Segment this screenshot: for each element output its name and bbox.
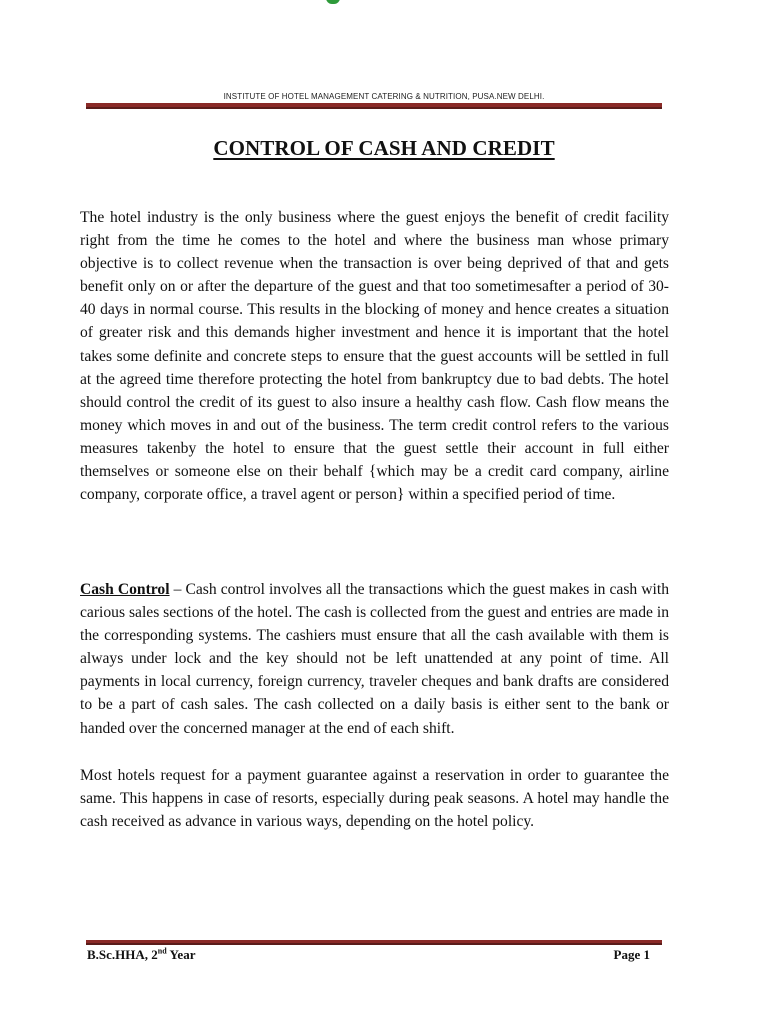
page-title: CONTROL OF CASH AND CREDIT <box>213 136 555 160</box>
cash-control-heading: Cash Control <box>80 581 170 598</box>
intro-paragraph: The hotel industry is the only business where the guest enjoys the benefit of credit facility right from the time he comes to the hotel and where the business man whose primary objective is to collect revenue when the transaction is over being deprived of that and gets benefit only on or after the departure of the guest and that too sometimesafter a period of 30-40 days in normal course. This results in the blocking of money and hence creates a situation of greater risk and this demands higher investment and hence it is important that the hotel takes some definite and concrete steps to ensure that the guest accounts will be settled in full at the agreed time therefore protecting the hotel from bankruptcy due to bad debts. The hotel should control the credit of its guest to also insure a healthy cash flow. Cash flow means the money which moves in and out of the business. The term credit control refers to the various measures takenby the hotel to ensure that the guest settle their account in full either themselves or someone else on their behalf {which may be a credit card company, airline company, corporate office, a travel agent or person} within a specified period of time. <box>80 209 669 504</box>
footer-course-text: B.Sc.HHA, 2 <box>87 947 158 962</box>
header-rule <box>86 103 662 107</box>
institute-header: INSTITUTE OF HOTEL MANAGEMENT CATERING & NUTRITION, PUSA.NEW DELHI. <box>223 92 545 101</box>
cash-control-text: Cash control involves all the transactions which the guest makes in cash with carious sales sections of the hotel. The cash is collected from the guest and entries are made in the corresponding systems. The cashiers must ensure that all the cash available with them is always under lock and the key should not be left unattended at any point of time. All payments in local currency, foreign currency, traveler cheques and bank drafts are considered to be a part of cash sales. The cash collected on a daily basis is either sent to the bank or handed over the concerned manager at the end of each shift. <box>80 581 670 737</box>
page-number: Page 1 <box>613 947 650 962</box>
institute-logo-fragment <box>326 0 340 4</box>
footer-course-suffix: Year <box>166 947 196 962</box>
guarantee-paragraph: Most hotels request for a payment guarantee against a reservation in order to guarantee the same. This happens in case of resorts, especially during peak seasons. A hotel may handle the cash received as advance in various ways, depending on the hotel policy. <box>80 767 669 831</box>
footer-rule <box>86 940 662 943</box>
footer-course-superscript: nd <box>157 946 167 956</box>
footer-course <box>87 947 195 963</box>
cash-control-separator: – <box>169 581 186 598</box>
cash-control-paragraph <box>80 578 669 740</box>
